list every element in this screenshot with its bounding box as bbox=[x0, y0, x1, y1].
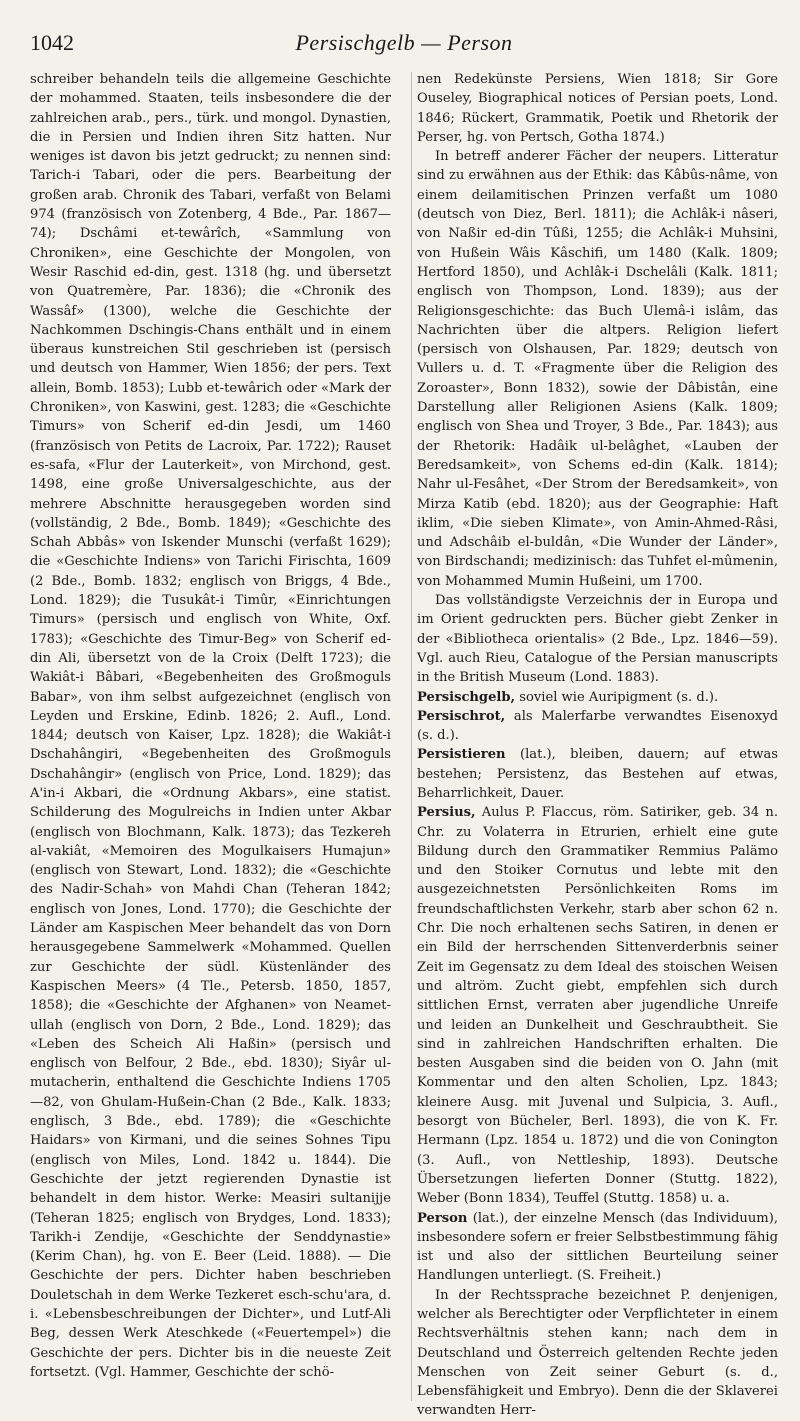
entry-text: nen Redekünste Persiens, Wien 1818; Sir Gore Ouseley, Biographical notices of Persian poets, Lond. 1846; Rückert, Grammatik, Poetik und Rhetorik der Perser, hg. von Pertsch, Gotha 1874.) bbox=[417, 72, 778, 145]
entry-text: In betreff anderer Fächer der neupers. Litteratur sind zu erwähnen aus der Ethik: das Kâbûs-nâme, von einem deilamitischen Prinzen verfaßt um 1080 (deutsch von Diez, Berl. 1811); die Achlâk-i nâseri, von Naßir ed-din Tûßi, 1255; die Achlâk-i Muhsini, von Hußein Wâis Kâschifi, um 1480 (Kalk. 1809; Hertford 1850), und Achlâk-i Dschelâli (Kalk. 1811; englisch von Thompson, Lond. 1839); aus der Religionsgeschichte: das Buch Ulemâ-i islâm, das Nachrichten über die altpers. Religion liefert (persisch von Olshausen, Par. 1829; deutsch von Vullers u. d. T. «Fragmente über die Religion des Zoroaster», Bonn 1832), sowie der Dâbistân, eine Darstellung aller Religionen Asiens (Kalk. 1809; englisch von Shea und Troyer, 3 Bde., Par. 1843); aus der Rhetorik: Hadâik ul-belâghet, «Lauben der Beredsamkeit», von Schems ed-din (Kalk. 1814); Nahr ul-Fesâhet, «Der Strom der Beredsamkeit», von Mirza Katib (ebd. 1820); aus der Geographie: Haft iklim, «Die sieben Klimate», von Amin-Ahmed-Râsi, und Adschâib el-buldân, «Die Wunder der Länder», von Birdschandi; medizinisch: das Tuhfet el-mûmenin, von Mohammed Mumin Hußeini, um 1700. bbox=[417, 149, 778, 589]
entry-text: Das vollständigste Verzeichnis der in Europa und im Orient gedruckten pers. Bücher giebt Zenker in der «Bibliotheca orientalis» (2 Bde., Lpz. 1846—59). Vgl. auch Rieu, Catalogue of the Persian manuscripts in the British Museum (Lond. 1883). bbox=[417, 593, 778, 686]
entry-text: soviel wie Auripigment (s. d.). bbox=[515, 689, 719, 705]
entry-headword: Persistieren bbox=[417, 747, 506, 763]
entry-text: In der Rechtssprache bezeichnet P. denjenigen, welcher als Berechtigter oder Verpflichteter in einem Rechtsverhältnis stehen kann; nach dem in Deutschland und Österreich geltenden Rechte jeden Menschen von Zeit seiner Geburt (s. d., Lebensfähigkeit und Embryo). Denn die der Sklaverei verwandten Herr- bbox=[417, 1287, 778, 1419]
entry-persius bbox=[417, 803, 778, 1208]
entry-text: als Malerfarbe verwandtes Eisenoxyd (s. d.). bbox=[417, 708, 778, 744]
page-number: 1042 bbox=[30, 30, 74, 55]
left-column-paragraph: schreiber behandeln teils die allgemeine Geschichte der mohammed. Staaten, teils insbesondere die der zahlreichen arab., pers., türk. und mongol. Dynastien, die in Persien und Indien ihren Sitz hatten. Nur weniges ist davon bis jetzt gedruckt; zu nennen sind: Tarich-i Tabari, oder die pers. Bearbeitung der großen arab. Chronik des Tabari, verfaßt von Belami 974 (französisch von Zotenberg, 4 Bde., Par. 1867—74); Dschâmi et-tewârîch, «Sammlung von Chroniken», eine Geschichte der Mongolen, von Wesir Raschid ed-din, gest. 1318 (hg. und übersetzt von Quatremère, Par. 1836); die «Chronik des Wassâf» (1300), welche die Geschichte der Nachkommen Dschingis-Chans enthält und in einem überaus kunstreichen Stil geschrieben ist (persisch und deutsch von Hammer, Wien 1856; der pers. Text allein, Bomb. 1853); Lubb et-tewârich oder «Mark der Chroniken», von Kaswini, gest. 1283; die «Geschichte Timurs» von Scherif ed-din Jesdi, um 1460 (französisch von Petits de Lacroix, Par. 1722); Rauset es-safa, «Flur der Lauterkeit», von Mirchond, gest. 1498, eine große Universalgeschichte, aus der mehrere Abschnitte herausgegeben worden sind (vollständig, 2 Bde., Bomb. 1849); «Geschichte des Schah Abbâs» von Iskender Munschi (verfaßt 1629); die «Geschichte Indiens» von Tarichi Firischta, 1609 (2 Bde., Bomb. 1832; englisch von Briggs, 4 Bde., Lond. 1829); die Tusukât-i Timûr, «Einrichtungen Timurs» (persisch und englisch von White, Oxf. 1783); «Geschichte des Timur-Beg» von Scherif ed-din Ali, übersetzt von de la Croix (Delft 1723); die Wakiât-i Bâbari, «Begebenheiten des Großmoguls Babar», von ihm selbst aufgezeichnet (englisch von Leyden und Erskine, Edinb. 1826; 2. Aufl., Lond. 1844; deutsch von Kaiser, Lpz. 1828); die Wakiât-i Dschahângiri, «Begebenheiten des Großmoguls Dschahângir» (englisch von Price, Lond. 1829); das A'in-i Akbari, die «Ordnung Akbars», eine statist. Schilderung des Mogulreichs in Indien unter Akbar (englisch von Blochmann, Kalk. 1873); das Tezkereh al-vakiât, «Memoiren des Mogulkaisers Humajun» (englisch von Stewart, Lond. 1832); die «Geschichte des Nadir-Schah» von Mahdi Chan (Teheran 1842; englisch von Jones, Lond. 1770); die Geschichte der Länder am Kaspischen Meer behandelt das von Dorn herausgegebene Sammelwerk «Mohammed. Quellen zur Geschichte der südl. Küstenländer des Kaspischen Meers» (4 Tle., Petersb. 1850, 1857, 1858); die «Geschichte der Afghanen» von Neamet-ullah (englisch von Dorn, 2 Bde., Lond. 1829); das «Leben des Scheich Ali Haßin» (persisch und englisch von Belfour, 2 Bde., ebd. 1830); Siyâr ul-mutacherin, enthaltend die Geschichte Indiens 1705—82, von Ghulam-Hußein-Chan (2 Bde., Kalk. 1833; englisch, 3 Bde., ebd. 1789); die «Geschichte Haidars» von Kirmani, und die seines Sohnes Tipu (englisch von Miles, Lond. 1842 u. 1844). Die Geschichte der jetzt regierenden Dynastie ist behandelt in dem histor. Werke: Measiri sultanijje (Teheran 1825; englisch von Brydges, Lond. 1833); Tarikh-i Zendije, «Geschichte der Senddynastie» (Kerim Chan), hg. von E. Beer (Leid. 1888). — Die Geschichte der pers. Dichter haben beschrieben Douletschah in dem Werke Tezkeret esch-schu'ara, d. i. «Lebensbeschreibungen der Dichter», und Lutf-Ali Beg, dessen Werk Ateschkede («Feuertempel») die Geschichte der pers. Dichter bis in die neueste Zeit fortsetzt. (Vgl. Hammer, Geschichte der schö- bbox=[30, 72, 391, 1380]
entry-text: (lat.), bleiben, dauern; auf etwas bestehen; Persistenz, das Bestehen auf etwas, Beharrlichkeit, Dauer. bbox=[417, 747, 778, 801]
right-column bbox=[417, 70, 778, 1419]
running-head: Persischgelb — Person bbox=[295, 30, 513, 55]
right-paragraph-1 bbox=[417, 70, 778, 147]
entry-text: (lat.), der einzelne Mensch (das Individuum), insbesondere sofern er freier Selbstbestimmung fähig ist und also der sittlichen Beurteilung seiner Handlungen unterliegt. (S. Freiheit.) bbox=[417, 1210, 778, 1284]
entry-persischgelb bbox=[417, 688, 778, 707]
column-divider bbox=[411, 72, 412, 1401]
entry-persistieren bbox=[417, 745, 778, 803]
right-paragraph-rechtssprache bbox=[417, 1286, 778, 1421]
entry-headword: Persischrot, bbox=[417, 708, 506, 724]
entry-headword: Person bbox=[417, 1210, 468, 1226]
left-column bbox=[30, 70, 391, 1411]
entry-person bbox=[417, 1209, 778, 1286]
entry-persischrot bbox=[417, 707, 778, 746]
entry-text: Aulus P. Flaccus, röm. Satiriker, geb. 34 n. Chr. zu Volaterra in Etrurien, erhielt eine gute Bildung durch den Grammatiker Remmius Palämo und den Stoiker Cornutus und lebte mit den ausgezeichnetsten Persönlichkeiten Roms im freundschaftlichsten Verkehr, starb aber schon 62 n. Chr. Die noch erhaltenen sechs Satiren, in denen er ein Bild der herrschenden Sittenverderbnis seiner Zeit im Gegensatz zu dem Ideal des stoischen Weisen und altröm. Zucht giebt, empfehlen sich durch sittlichen Ernst, verraten aber jugendliche Unreife und leiden an Dunkelheit und Geschraubtheit. Sie sind in zahlreichen Handschriften erhalten. Die besten Ausgaben sind die beiden von O. Jahn (mit Kommentar und den alten Scholien, Lpz. 1843; kleinere Ausg. mit Juvenal und Sulpicia, 3. Aufl., besorgt von Bücheler, Berl. 1893), die von K. Fr. Hermann (Lpz. 1854 u. 1872) und die von Conington (3. Aufl., von Nettleship, 1893). Deutsche Übersetzungen lieferten Donner (Stuttg. 1822), Weber (Bonn 1834), Teuffel (Stuttg. 1858) u. a. bbox=[417, 805, 778, 1207]
entry-headword: Persius, bbox=[417, 805, 476, 821]
page-header bbox=[30, 30, 778, 64]
entry-headword: Persischgelb, bbox=[417, 689, 516, 705]
right-paragraph-2 bbox=[417, 147, 778, 591]
text-columns bbox=[30, 70, 778, 1419]
right-paragraph-3 bbox=[417, 591, 778, 687]
